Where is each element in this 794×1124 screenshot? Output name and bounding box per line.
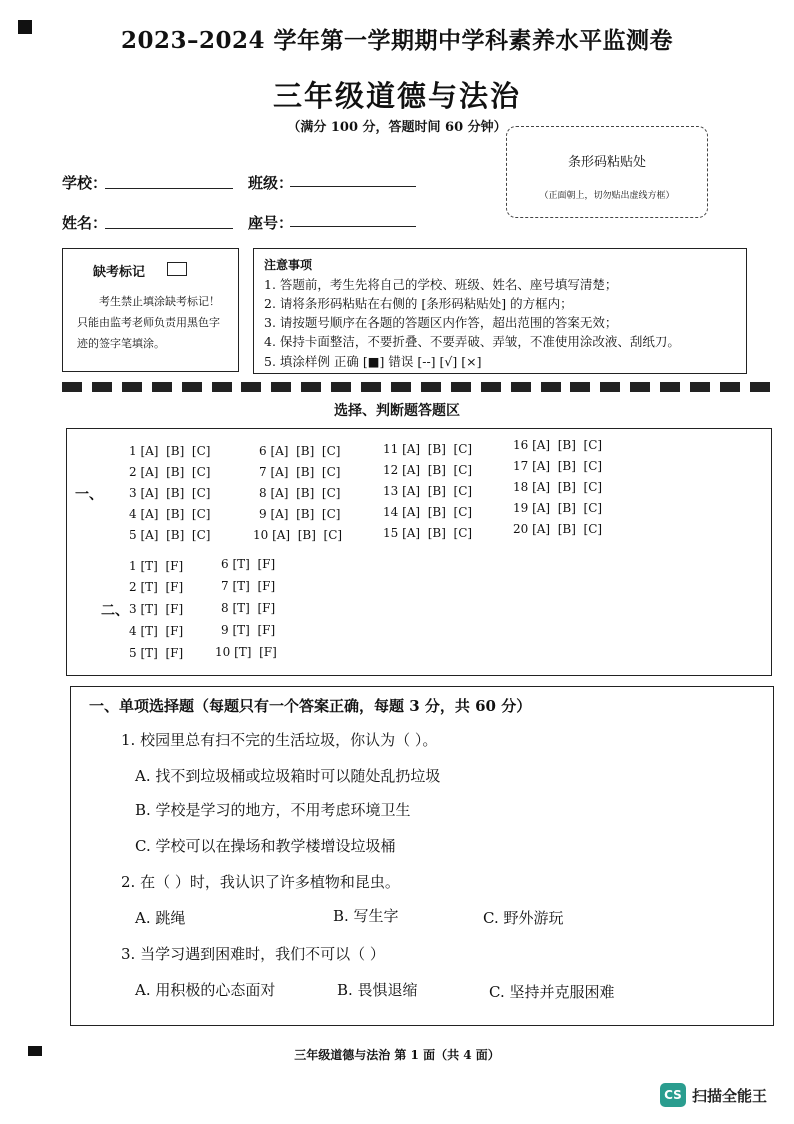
tf-answer-row[interactable]: 7 [T] [F] [221,579,276,593]
timing-mark [122,382,142,392]
absent-mark-title: 缺考标记 [93,265,146,280]
choice-answer-row[interactable]: 2 [A] [B] [C] [129,465,211,479]
timing-mark [361,382,381,392]
timing-mark [690,382,710,392]
question-box [70,686,774,1026]
exam-title: 2023–2024 学年第一学期期中学科素养水平监测卷 [120,27,674,54]
timing-mark [92,382,112,392]
tf-answer-row[interactable]: 2 [T] [F] [129,580,184,594]
tf-answer-row[interactable]: 6 [T] [F] [221,557,276,571]
tf-answer-row[interactable]: 3 [T] [F] [129,602,184,616]
timing-mark [570,382,590,392]
timing-mark [630,382,650,392]
scanner-watermark [660,1082,767,1108]
choice-answer-row[interactable]: 1 [A] [B] [C] [129,444,211,458]
name-field[interactable] [105,210,233,229]
timing-mark [720,382,740,392]
question-1-option-a: A. 找不到垃圾桶或垃圾箱时可以随处乱扔垃圾 [135,767,441,785]
timing-mark [152,382,172,392]
class-label: 班级： [248,174,294,192]
timing-mark [600,382,620,392]
choice-answer-row[interactable]: 3 [A] [B] [C] [129,486,211,500]
timing-mark [331,382,351,392]
timing-mark [421,382,441,392]
question-3: 3. 当学习遇到困难时，我们不可以（ ） [121,945,385,963]
section-two-mark: 二、 [101,603,129,619]
page-footer: 三年级道德与法治 第 1 面（共 4 面） [294,1048,500,1062]
question-3-option-c: C. 坚持并克服困难 [489,983,615,1001]
notice-box [253,248,747,374]
choice-answer-row[interactable]: 18 [A] [B] [C] [513,480,603,494]
subject-title: 三年级道德与法治 [272,79,521,113]
name-label: 姓名： [62,214,108,232]
question-2-option-b: B. 写生字 [333,907,399,925]
choice-answer-row[interactable]: 5 [A] [B] [C] [129,528,211,542]
timing-mark [62,382,82,392]
school-field[interactable] [105,170,233,189]
choice-answer-row[interactable]: 11 [A] [B] [C] [383,442,473,456]
barcode-title: 条形码粘贴处 [567,155,646,170]
exam-subtitle: （满分 100 分，答题时间 60 分钟） [287,120,507,135]
choice-answer-row[interactable]: 9 [A] [B] [C] [259,507,341,521]
timing-mark [660,382,680,392]
question-2-option-a: A. 跳绳 [135,909,186,927]
choice-answer-row[interactable]: 13 [A] [B] [C] [383,484,473,498]
choice-answer-row[interactable]: 14 [A] [B] [C] [383,505,473,519]
choice-answer-row[interactable]: 10 [A] [B] [C] [253,528,343,542]
barcode-area [506,126,708,218]
watermark-text: 扫描全能王 [692,1086,768,1105]
choice-answer-row[interactable]: 20 [A] [B] [C] [513,522,603,536]
timing-mark [301,382,321,392]
question-1: 1. 校园里总有扫不完的生活垃圾，你认为（ ）。 [121,731,438,749]
school-label: 学校： [62,174,108,192]
timing-mark [481,382,501,392]
tf-answer-row[interactable]: 10 [T] [F] [215,645,277,659]
notice-item: 3. 请按题号顺序在各题的答题区内作答，超出范围的答案无效； [264,315,618,330]
class-field[interactable] [290,168,416,187]
notice-item: 1. 答题前，考生先将自己的学校、班级、姓名、座号填写清楚； [264,277,618,292]
tf-answer-row[interactable]: 5 [T] [F] [129,646,184,660]
absent-mark-checkbox[interactable] [167,262,187,276]
notice-title: 注意事项 [264,258,313,272]
tf-answer-row[interactable]: 8 [T] [F] [221,601,276,615]
question-2-option-c: C. 野外游玩 [483,909,564,927]
timing-mark-row [62,382,770,396]
choice-answer-row[interactable]: 8 [A] [B] [C] [259,486,341,500]
timing-mark [451,382,471,392]
timing-mark [511,382,531,392]
choice-answer-row[interactable]: 19 [A] [B] [C] [513,501,603,515]
tf-answer-row[interactable]: 4 [T] [F] [129,624,184,638]
answer-area-title: 选择、判断题答题区 [334,403,460,419]
seat-label: 座号： [248,214,294,232]
tf-answer-row[interactable]: 1 [T] [F] [129,559,184,573]
choice-answer-row[interactable]: 17 [A] [B] [C] [513,459,603,473]
timing-mark [271,382,291,392]
question-3-option-a: A. 用积极的心态面对 [135,981,276,999]
choice-answer-row[interactable]: 12 [A] [B] [C] [383,463,473,477]
answer-sheet-box [66,428,772,676]
choice-answer-row[interactable]: 6 [A] [B] [C] [259,444,341,458]
choice-answer-row[interactable]: 4 [A] [B] [C] [129,507,211,521]
question-2: 2. 在（ ）时，我认识了许多植物和昆虫。 [121,873,400,891]
absent-mark-instructions: 考生禁止填涂缺考标记！只能由监考老师负责用黑色字迹的签字笔填涂。 [77,295,220,350]
timing-mark [212,382,232,392]
timing-mark [241,382,261,392]
camscanner-logo-icon: CS [660,1083,686,1107]
question-1-option-c: C. 学校可以在操场和教学楼增设垃圾桶 [135,837,396,855]
notice-item: 5. 填涂样例 正确 [■] 错误 [--] [√] [×] [264,354,482,369]
question-3-option-b: B. 畏惧退缩 [337,981,418,999]
timing-mark [182,382,202,392]
barcode-note: （正面朝上，切勿贴出虚线方框） [539,191,675,201]
notice-item: 4. 保持卡面整洁，不要折叠、不要弄破、弄皱，不准使用涂改液、刮纸刀。 [264,334,680,349]
choice-answer-row[interactable]: 15 [A] [B] [C] [383,526,473,540]
choice-answer-row[interactable]: 7 [A] [B] [C] [259,465,341,479]
timing-mark [541,382,561,392]
section-one-mark: 一、 [75,487,103,503]
timing-mark [391,382,411,392]
question-1-option-b: B. 学校是学习的地方，不用考虑环境卫生 [135,801,411,819]
notice-item: 2. 请将条形码粘贴在右侧的 [条形码粘贴处] 的方框内； [264,296,573,311]
tf-answer-row[interactable]: 9 [T] [F] [221,623,276,637]
absent-mark-box [62,248,239,372]
seat-field[interactable] [290,208,416,227]
choice-answer-row[interactable]: 16 [A] [B] [C] [513,438,603,452]
section-title: 一、单项选择题（每题只有一个答案正确，每题 3 分，共 60 分） [89,697,532,715]
timing-mark [750,382,770,392]
